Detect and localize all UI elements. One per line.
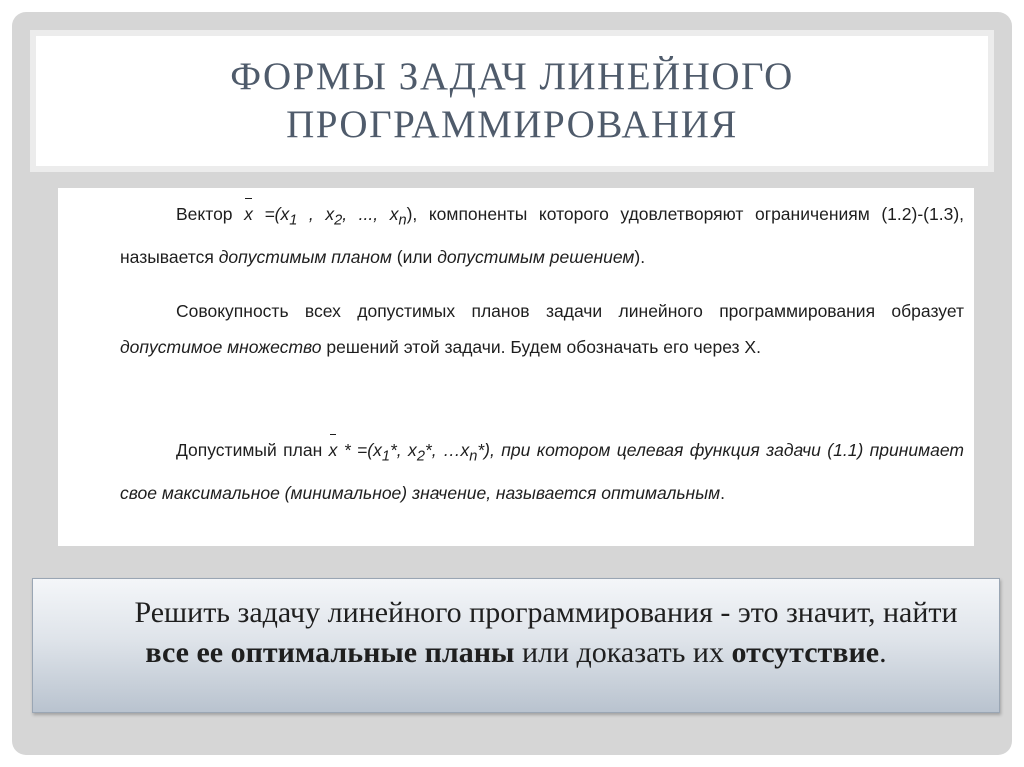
title-box bbox=[30, 30, 994, 172]
emphasis-term: допустимым решением bbox=[437, 246, 635, 267]
text-fragment: (или bbox=[391, 246, 438, 267]
subscript: n bbox=[469, 448, 478, 465]
text-fragment: . bbox=[879, 636, 887, 669]
slide-title-line-1: ФОРМЫ ЗАДАЧ ЛИНЕЙНОГО bbox=[230, 55, 794, 98]
bold-phrase: отсутствие bbox=[731, 636, 880, 669]
emphasis-term: оптимальным bbox=[601, 482, 721, 503]
vector-x: x bbox=[329, 432, 338, 468]
text-fragment: решений этой задачи. Будем обозначать его через X. bbox=[321, 337, 761, 357]
text-fragment: Решить задачу линейного программирования - это значит, найти bbox=[134, 596, 958, 629]
text-fragment: Допустимый план bbox=[176, 440, 329, 460]
emphasis-term: допустимое множество bbox=[120, 337, 322, 357]
summary-text bbox=[57, 593, 975, 673]
text-fragment: *), при котором целевая функция задачи (1.1) принимает свое максимальное (минимальное) значение, называется bbox=[120, 440, 964, 503]
definition-feasible-plan bbox=[120, 196, 964, 275]
text-fragment: ), компоненты которого удовлетворяют ограничениям (1.2)-(1.3), называется bbox=[120, 204, 965, 267]
text-fragment: Совокупность всех допустимых планов задачи линейного программирования образует bbox=[176, 301, 964, 321]
text-fragment: * =(x bbox=[337, 440, 382, 460]
subscript: n bbox=[398, 212, 407, 229]
text-fragment: , ..., x bbox=[342, 204, 399, 224]
emphasis-term: допустимым планом bbox=[218, 246, 392, 267]
summary-box bbox=[32, 578, 1000, 713]
text-fragment: *, …x bbox=[424, 440, 470, 460]
subscript: 1 bbox=[289, 212, 298, 229]
definition-feasible-set bbox=[120, 293, 964, 365]
text-fragment: , x bbox=[297, 204, 335, 224]
definition-optimal-plan bbox=[120, 432, 964, 511]
subscript: 1 bbox=[381, 448, 390, 465]
bold-phrase: все ее оптимальные планы bbox=[145, 636, 515, 669]
text-fragment: =(x bbox=[252, 204, 290, 224]
definitions-panel bbox=[58, 188, 974, 546]
text-fragment: или доказать их bbox=[514, 636, 732, 669]
subscript: 2 bbox=[416, 448, 425, 465]
text-fragment: . bbox=[720, 482, 725, 503]
text-fragment: Вектор bbox=[176, 204, 245, 224]
subscript: 2 bbox=[334, 212, 343, 229]
text-fragment: ). bbox=[634, 246, 646, 267]
text-fragment: *, x bbox=[389, 440, 417, 460]
vector-x: x bbox=[244, 196, 253, 232]
slide-title-line-2: ПРОГРАММИРОВАНИЯ bbox=[286, 103, 738, 146]
